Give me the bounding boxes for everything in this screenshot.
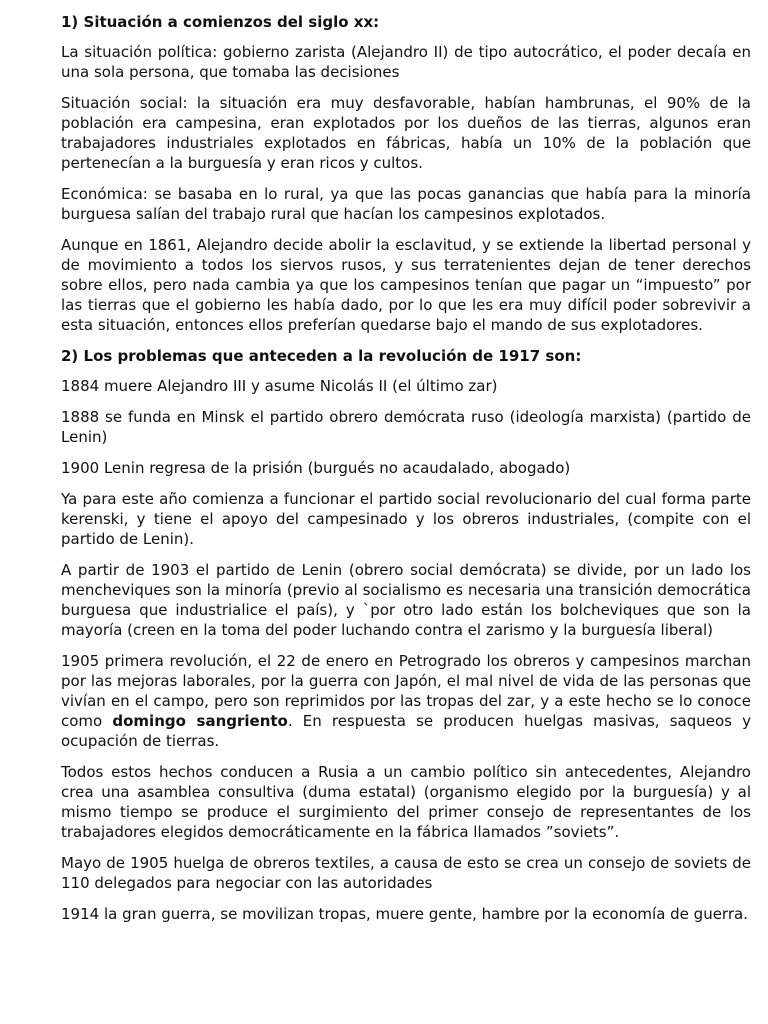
paragraph-political: La situación política: gobierno zarista (Alejandro II) de tipo autocrático, el poder decaía en una sola persona, que tomaba las decisiones [61,43,751,81]
paragraph-1903: A partir de 1903 el partido de Lenin (obrero social demócrata) se divide, por un lado los mencheviques son la minoría (previo al socialismo es necesaria una transición democrática burguesa que industrialice el país), y `por otro lado están los bolcheviques que son la mayoría (creen en la toma del poder luchando contra el zarismo y la burguesía liberal) [61,561,751,639]
paragraph-1884: 1884 muere Alejandro III y asume Nicolás II (el último zar) [61,377,498,395]
paragraph-1900: 1900 Lenin regresa de la prisión (burgués no acaudalado, abogado) [61,459,571,477]
paragraph-may-1905: Mayo de 1905 huelga de obreros textiles, a causa de esto se crea un consejo de soviets de 110 delegados para negociar con las autoridades [61,854,751,892]
bold-term-domingo-sangriento: domingo sangriento [112,712,288,730]
paragraph-1914: 1914 la gran guerra, se movilizan tropas, muere gente, hambre por la economía de guerra. [61,905,748,923]
paragraph-duma-soviets: Todos estos hechos conducen a Rusia a un cambio político sin antecedentes, Alejandro crea una asamblea consultiva (duma estatal) (organismo elegido por la burguesía) y al mismo tiempo se produce el surgimiento del primer consejo de representantes de los trabajadores elegidos democráticamente en la fábrica llamados ”soviets”. [61,763,751,841]
paragraph-1905-revolution [61,651,751,751]
paragraph-serfdom: Aunque en 1861, Alejandro decide abolir la esclavitud, y se extiende la libertad personal y de movimiento a todos los siervos rusos, y sus terratenientes dejan de tener derechos sobre ellos, pero nada cambia ya que los campesinos tenían que pagar un “impuesto” por las tierras que el gobierno les había dado, por lo que les era muy difícil poder sobrevivir a esta situación, entonces ellos preferían quedarse bajo el mando de sus explotadores. [61,236,751,334]
paragraph-1905-text-start: 1905 primera revolución, el 22 de enero en Petrogrado los obreros y campesinos marchan por las mejoras laborales, por la guerra con Japón, el mal nivel de vida de las personas que vivían en el campo, pero son reprimidos por las tropas del zar, y a este hecho se lo conoce como [61,652,751,730]
paragraph-social: Situación social: la situación era muy desfavorable, habían hambrunas, el 90% de la población era campesina, eran explotados por los dueños de las tierras, algunos eran trabajadores industriales explotados en fábricas, había un 10% de la población que pertenecían a la burguesía y eran ricos y cultos. [61,94,751,172]
paragraph-1888: 1888 se funda en Minsk el partido obrero demócrata ruso (ideología marxista) (partido de Lenin) [61,408,751,446]
section-heading-1: 1) Situación a comienzos del siglo xx: [61,13,380,31]
paragraph-1905-text-end: . En respuesta se producen huelgas masivas, saqueos y ocupación de tierras. [61,712,751,750]
paragraph-economic: Económica: se basaba en lo rural, ya que las pocas ganancias que había para la minoría burguesa salían del trabajo rural que hacían los campesinos explotados. [61,185,751,223]
section-heading-2: 2) Los problemas que anteceden a la revolución de 1917 son: [61,347,582,365]
paragraph-social-revolutionary: Ya para este año comienza a funcionar el partido social revolucionario del cual forma parte kerenski, y tiene el apoyo del campesinado y los obreros industriales, (compite con el partido de Lenin). [61,490,751,548]
